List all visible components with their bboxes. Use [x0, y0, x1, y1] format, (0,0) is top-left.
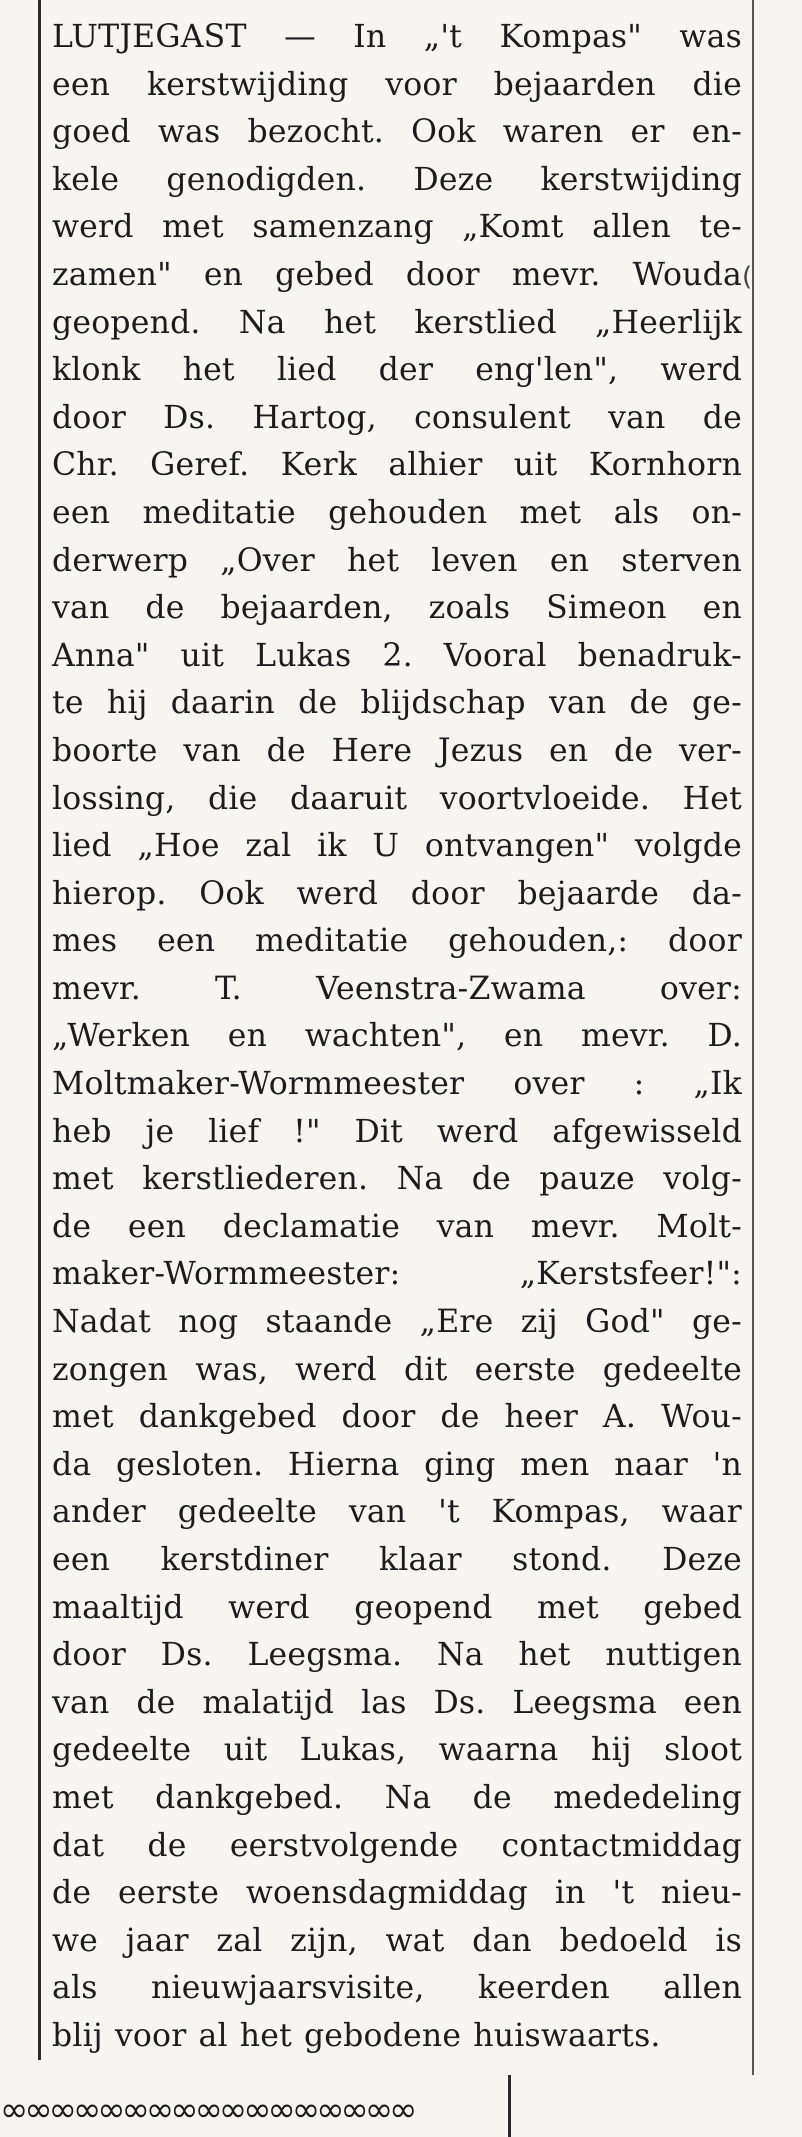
article-line: geopend. Na het kerstlied „Heerlijk [52, 304, 742, 341]
article-line: met dankgebed door de heer A. Wou- [52, 1399, 742, 1436]
article-line: door Ds. Hartog, consulent van de [52, 399, 742, 436]
margin-mark-icon: ( [742, 262, 753, 292]
article-line: „Werken en wachten", en mevr. D. [52, 1018, 742, 1055]
article-line: de een declamatie van mevr. Molt- [52, 1208, 742, 1245]
article-line: mevr. T. Veenstra-Zwama over: [52, 970, 742, 1007]
article-line: LUTJEGAST — In „'t Kompas" was [52, 19, 742, 55]
article-line: van de bejaarden, zoals Simeon en [52, 590, 742, 627]
article-line: een kerstwijding voor bejaarden die [52, 66, 742, 103]
article-line: een meditatie gehouden met als on- [52, 494, 742, 531]
article-line: gedeelte uit Lukas, waarna hij sloot [52, 1732, 742, 1769]
article-line: mes een meditatie gehouden,: door [52, 923, 742, 960]
article-line: kele genodigden. Deze kerstwijding [52, 161, 742, 198]
left-column-rule [38, 0, 41, 2060]
ornament-border: ∞∞∞∞∞∞∞∞∞∞∞∞∞∞∞∞∞ [0, 2090, 414, 2130]
article-line: werd met samenzang „Komt allen te- [52, 209, 742, 246]
article-line: dat de eerstvolgende contactmiddag [52, 1827, 742, 1864]
article-line: maaltijd werd geopend met gebed [52, 1589, 742, 1626]
article-line: we jaar zal zijn, wat dan bedoeld is [52, 1922, 742, 1959]
article-line: met kerstliederen. Na de pauze volg- [52, 1161, 742, 1198]
article-line: derwerp „Over het leven en sterven [52, 542, 742, 579]
article-line: Chr. Geref. Kerk alhier uit Kornhorn [52, 447, 742, 484]
article-line: da gesloten. Hierna ging men naar 'n [52, 1446, 742, 1483]
article-line: door Ds. Leegsma. Na het nuttigen [52, 1637, 742, 1674]
article-line: een kerstdiner klaar stond. Deze [52, 1542, 742, 1578]
article-line: boorte van de Here Jezus en de ver- [52, 732, 742, 769]
article-line: lossing, die daaruit voortvloeide. Het [52, 780, 742, 817]
article-line: ander gedeelte van 't Kompas, waar [52, 1494, 742, 1531]
article-line: zongen was, werd dit eerste gedeelte [52, 1351, 742, 1388]
article-line: maker-Wormmeester: „Kerstsfeer!": [52, 1256, 742, 1293]
right-column-rule [752, 0, 754, 2075]
article-line: als nieuwjaarsvisite, keerden allen [52, 1970, 742, 2007]
article-line: goed was bezocht. Ook waren er en- [52, 114, 742, 151]
article-line: heb je lief !" Dit werd afgewisseld [52, 1113, 742, 1150]
article-line: blij voor al het gebodene huiswaarts. [52, 2017, 661, 2054]
article-line: Nadat nog staande „Ere zij God" ge- [52, 1304, 742, 1341]
article-line: klonk het lied der eng'len", werd [52, 352, 742, 389]
article-line: Anna" uit Lukas 2. Vooral benadruk- [52, 637, 742, 674]
article-line: met dankgebed. Na de mededeling [52, 1779, 742, 1816]
article-line: te hij daarin de blijdschap van de ge- [52, 685, 742, 722]
article-line: de eerste woensdagmiddag in 't nieu- [52, 1875, 742, 1912]
article-column [52, 14, 742, 2061]
article-line: zamen" en gebed door mevr. Wouda [52, 256, 742, 293]
article-line: hierop. Ook werd door bejaarde da- [52, 875, 742, 912]
article-line: van de malatijd las Ds. Leegsma een [52, 1684, 742, 1721]
bottom-divider-rule [508, 2075, 511, 2137]
article-line: lied „Hoe zal ik U ontvangen" volgde [52, 828, 742, 865]
article-line: Moltmaker-Wormmeester over : „Ik [52, 1066, 742, 1103]
